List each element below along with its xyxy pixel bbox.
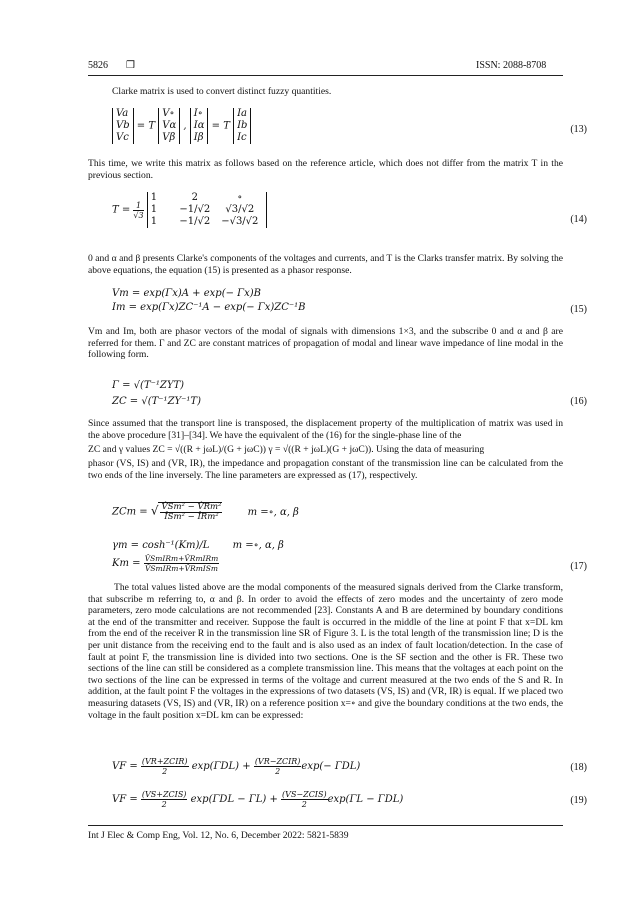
equation-15-line-1: Vm = exp(Γx)A + exp(− Γx)B bbox=[112, 288, 261, 299]
eq19-fraction-1: $\frac{\text{(VS+ZCIS)}}{2}$ bbox=[141, 790, 187, 809]
equation-number-14: (14) bbox=[570, 214, 587, 225]
equation-16-line-2: ZC = √(T⁻¹ZY⁻¹T) bbox=[112, 396, 201, 407]
paragraph-2: This time, we write this matrix as follows based on the reference article, which does not differ from the matrix T in the previous section. bbox=[88, 158, 563, 181]
paragraph-5a: Since assumed that the transport line is transposed, the displacement property of the multiplication of matrix was used in the above procedure [31]–[34]. We have the equivalent of the (16) for the single-phase line of the bbox=[88, 418, 563, 441]
zc-fraction: $\frac{\text{V̂Sm² − V̂Rm²}}{\text{ÎSm² − ÎRm²}}$ bbox=[158, 502, 222, 522]
equation-19: VF = $\frac{\text{(VS+ZCIS)}}{2}$ exp(ΓDL − ΓL) + $\frac{\text{(VS−ZCIS)}}{2}$ exp(ΓL − ΓDL) bbox=[112, 790, 404, 809]
header-rule bbox=[88, 75, 563, 76]
paragraph-5b: ZC and γ values ZC = √((R + jωL)/(G + jωC)) γ = √((R + jωL)(G + jωC)). Using the data of measuring bbox=[88, 444, 485, 455]
issn: ISSN: 2088-8708 bbox=[476, 60, 547, 71]
fraction-1-sqrt3: $\frac{1}{√3}$ bbox=[133, 200, 144, 220]
equation-17-zc: ZCm = √ $\frac{\text{V̂Sm² − V̂Rm²}}{\text{ÎSm² − ÎRm²}}$ m =∘, α, β bbox=[112, 502, 299, 522]
k-fraction: $\frac{\text{V̂SmIRm+V̂RmIRm}}{\text{V̂SmIRm+V̂RmISm}}$ bbox=[144, 554, 219, 573]
equation-number-13: (13) bbox=[570, 124, 587, 135]
equation-14: T = $\frac{1}{√3}$ 1 2 ∘ 1 −1/√2 √3/√2 1 −1/√2 −√3/√2 bbox=[112, 192, 267, 228]
eq19-fraction-2: $\frac{\text{(VS−ZCIS)}}{2}$ bbox=[282, 790, 327, 809]
equation-number-17: (17) bbox=[570, 561, 587, 572]
matrix-i0ab: I∘ Iα Iβ bbox=[190, 108, 209, 144]
equation-number-15: (15) bbox=[570, 304, 587, 315]
footer-citation: Int J Elec & Comp Eng, Vol. 12, No. 6, December 2022: 5821-5839 bbox=[88, 830, 349, 841]
matrix-vabc: Va Vb Vc bbox=[112, 108, 134, 144]
footer-rule bbox=[88, 825, 563, 826]
equation-number-19: (19) bbox=[570, 795, 587, 806]
paragraph-4: Vm and Im, both are phasor vectors of the modal of signals with dimensions 1×3, and the subscribe 0 and α and β are referred for them. Γ and ZC are constant matrices of propagation of modal and linear wave impedance of line modal in the following form. bbox=[88, 326, 563, 361]
paragraph-5c: phasor (VS, IS) and (VR, IR), the impedance and propagation constant of the transmission line can be calculated from the two ends of the line inversely. The line parameters are expressed as (17), respectively. bbox=[88, 458, 563, 481]
matrix-clarke: 1 2 ∘ 1 −1/√2 √3/√2 1 −1/√2 −√3/√2 bbox=[147, 192, 267, 228]
equation-17-gamma: γm = cosh⁻¹(Km)/L m =∘, α, β bbox=[112, 540, 284, 551]
equation-18: VF = $\frac{\text{(VR+ZCIR)}}{2}$ exp(ΓDL) + $\frac{\text{(VR−ZCIR)}}{2}$ exp(− ΓDL) bbox=[112, 757, 361, 776]
matrix-v0ab: V∘ Vα Vβ bbox=[158, 108, 180, 144]
paragraph-1: Clarke matrix is used to convert distinct fuzzy quantities. bbox=[112, 86, 332, 97]
eq18-fraction-2: $\frac{\text{(VR−ZCIR)}}{2}$ bbox=[254, 757, 301, 776]
equation-number-16: (16) bbox=[570, 396, 587, 407]
page-number: 5826 bbox=[88, 60, 108, 71]
equation-number-18: (18) bbox=[570, 762, 587, 773]
equation-15-line-2: Im = exp(Γx)ZC⁻¹A − exp(− Γx)ZC⁻¹B bbox=[112, 302, 306, 313]
paragraph-6: The total values listed above are the modal components of the measured signals derived from the Clarke transform, that subscribe m referring to, α and β. In order to avoid the effects of zero modes and the uncertainty of zero mode parameters, zero mode calculations are not recommended [23]. Constants A and B are determined by boundary conditions at the end of the transmitter and receiver. Suppose the fault is occurred in the middle of the line at point F that x=DL km from the end of the receiver R in the transmission line SR of Figure 3. L is the total length of the transmission line; D is the per unit distance from the receiving end to the fault and is also used as an index of fault location/detection. In the case of fault at point F, the transmission line is divided into two sections. One is the SF section and the other is FR. These two sections of the line can still be considered as a complete transmission line. This means that the voltages at each point on the two sections of the line can be expressed in terms of the voltage and current measured at the two ends of the S and R. In addition, at the fault point F the voltages in the expressions of two datasets (VS, IS) and (VR, IR) is equal. If we placed two measuring datasets (VS, IS) and (VR, IR) on a reference position x=∘ and give the boundary conditions at the two ends, the voltage in the fault position x=DL km can be expressed: bbox=[88, 582, 563, 721]
box-icon: ❒ bbox=[126, 60, 135, 71]
equation-17-k: Km = $\frac{\text{V̂SmIRm+V̂RmIRm}}{\text{V̂SmIRm+V̂RmISm}}$ bbox=[112, 554, 219, 573]
equation-16-line-1: Γ = √(T⁻¹ZYT) bbox=[112, 380, 185, 391]
paragraph-3: 0 and α and β presents Clarke's components of the voltages and currents, and T is the Clarks transfer matrix. By solving the above equations, the equation (15) is presented as a phasor response. bbox=[88, 253, 563, 276]
equation-13: Va Vb Vc = T V∘ Vα Vβ , I∘ Iα Iβ = T Ia Ib Ic bbox=[112, 108, 251, 144]
matrix-iabc: Ia Ib Ic bbox=[233, 108, 251, 144]
eq18-fraction-1: $\frac{\text{(VR+ZCIR)}}{2}$ bbox=[141, 757, 188, 776]
